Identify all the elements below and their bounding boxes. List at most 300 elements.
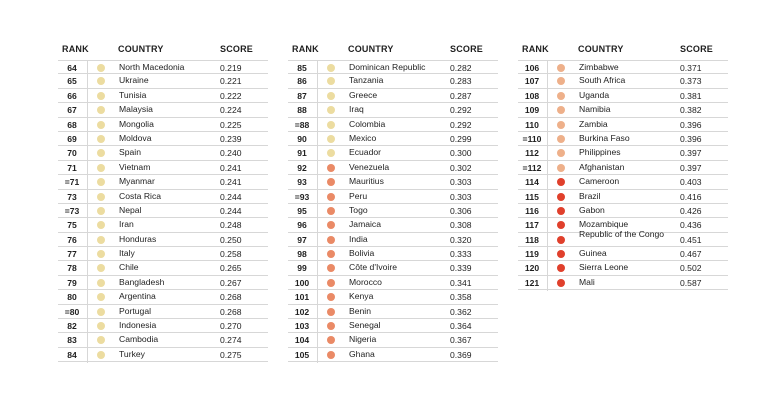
table-row <box>288 74 498 88</box>
country-cell: South Africa <box>579 75 626 86</box>
ranking-column-2 <box>288 40 498 362</box>
table-row <box>288 60 498 74</box>
rank-cell: 91 <box>297 148 307 159</box>
table-row <box>58 74 268 88</box>
score-cell: 0.426 <box>680 205 702 216</box>
score-category-dot <box>97 193 105 201</box>
score-category-dot <box>327 178 335 186</box>
rank-cell: 69 <box>67 133 77 144</box>
country-cell: Burkina Faso <box>579 132 630 143</box>
country-cell: Tanzania <box>349 75 384 86</box>
score-cell: 0.467 <box>680 249 702 260</box>
score-category-dot <box>97 207 105 215</box>
score-cell: 0.341 <box>450 277 472 288</box>
score-cell: 0.397 <box>680 148 702 159</box>
country-cell: North Macedonia <box>119 62 185 72</box>
rank-cell: 64 <box>67 63 77 73</box>
rank-cell: 82 <box>67 321 77 332</box>
score-cell: 0.287 <box>450 90 472 101</box>
table-row <box>58 118 268 132</box>
country-cell: Namibia <box>579 104 611 115</box>
country-cell: Spain <box>119 147 141 158</box>
score-cell: 0.222 <box>220 90 242 101</box>
table-row <box>58 261 268 275</box>
score-category-dot <box>327 164 335 172</box>
country-cell: Colombia <box>349 118 386 129</box>
score-cell: 0.403 <box>680 177 702 188</box>
score-cell: 0.258 <box>220 249 242 260</box>
rank-cell: 117 <box>525 220 539 231</box>
table-row <box>58 305 268 319</box>
country-cell: Côte d'Ivoire <box>349 262 397 273</box>
score-category-dot <box>97 293 105 301</box>
rank-cell: 99 <box>297 263 307 274</box>
rank-cell: 78 <box>67 263 77 274</box>
score-category-dot <box>327 250 335 258</box>
score-cell: 0.248 <box>220 220 242 231</box>
country-cell: Cambodia <box>119 334 159 345</box>
score-cell: 0.221 <box>220 76 242 87</box>
rank-cell: =73 <box>64 205 80 216</box>
score-category-dot <box>327 207 335 215</box>
score-cell: 0.306 <box>450 205 472 216</box>
score-category-dot <box>97 164 105 172</box>
table-row <box>288 233 498 247</box>
country-cell: Indonesia <box>119 320 157 331</box>
table-row <box>288 89 498 103</box>
score-category-dot <box>557 207 565 215</box>
rank-cell: 67 <box>67 105 77 116</box>
table-row <box>518 261 728 275</box>
score-category-dot <box>327 92 335 100</box>
score-cell: 0.250 <box>220 234 242 245</box>
score-category-dot <box>327 121 335 129</box>
score-cell: 0.308 <box>450 220 472 231</box>
score-cell: 0.333 <box>450 249 472 260</box>
score-category-dot <box>97 236 105 244</box>
table-row <box>288 276 498 290</box>
score-category-dot <box>97 221 105 229</box>
score-cell: 0.265 <box>220 263 242 274</box>
country-cell: Bangladesh <box>119 276 165 287</box>
column-divider <box>87 61 88 363</box>
country-cell: India <box>349 233 368 244</box>
country-cell: Brazil <box>579 190 601 201</box>
score-cell: 0.299 <box>450 133 472 144</box>
rank-cell: 84 <box>67 349 77 360</box>
country-cell: Uganda <box>579 89 610 100</box>
score-category-dot <box>557 236 565 244</box>
score-cell: 0.397 <box>680 162 702 173</box>
rank-cell: 110 <box>525 119 539 130</box>
score-category-dot <box>327 264 335 272</box>
table-row <box>288 190 498 204</box>
country-cell: Ecuador <box>349 147 382 158</box>
score-cell: 0.270 <box>220 321 242 332</box>
score-category-dot <box>557 106 565 114</box>
table-row <box>58 204 268 218</box>
score-category-dot <box>557 121 565 129</box>
rank-header: RANK <box>522 44 549 54</box>
score-category-dot <box>327 236 335 244</box>
table-header <box>288 40 498 60</box>
score-cell: 0.451 <box>680 234 702 245</box>
score-cell: 0.587 <box>680 277 702 288</box>
score-cell: 0.219 <box>220 63 242 73</box>
country-cell: Vietnam <box>119 161 151 172</box>
score-category-dot <box>97 351 105 359</box>
country-cell: Greece <box>349 89 378 100</box>
country-header: COUNTRY <box>348 44 394 54</box>
table-row <box>518 118 728 132</box>
rank-cell: 95 <box>297 205 307 216</box>
table-header <box>518 40 728 60</box>
score-cell: 0.241 <box>220 162 242 173</box>
table-row <box>518 103 728 117</box>
score-category-dot <box>557 178 565 186</box>
score-cell: 0.282 <box>450 63 472 73</box>
rank-cell: 88 <box>297 105 307 116</box>
rank-cell: 102 <box>294 306 310 317</box>
table-row <box>288 290 498 304</box>
score-cell: 0.373 <box>680 76 702 87</box>
country-cell: Togo <box>349 204 368 215</box>
table-row <box>288 161 498 175</box>
score-cell: 0.268 <box>220 292 242 303</box>
rank-cell: 112 <box>525 148 539 159</box>
country-cell: Peru <box>349 190 368 201</box>
table-row <box>58 161 268 175</box>
score-cell: 0.396 <box>680 133 702 144</box>
score-cell: 0.362 <box>450 306 472 317</box>
table-row <box>518 276 728 290</box>
score-cell: 0.292 <box>450 105 472 116</box>
table-row <box>58 103 268 117</box>
score-category-dot <box>327 77 335 85</box>
rank-cell: 98 <box>297 249 307 260</box>
table-row <box>288 218 498 232</box>
table-row <box>518 89 728 103</box>
score-cell: 0.371 <box>680 63 702 73</box>
score-cell: 0.302 <box>450 162 472 173</box>
rank-header: RANK <box>292 44 319 54</box>
score-category-dot <box>97 264 105 272</box>
rank-cell: 108 <box>524 90 540 101</box>
ranking-column-3 <box>518 40 728 290</box>
rank-cell: 93 <box>297 177 307 188</box>
country-cell: Kenya <box>349 291 374 302</box>
country-cell: Mozambique <box>579 219 629 230</box>
country-cell: Venezuela <box>349 161 390 172</box>
table-row <box>288 261 498 275</box>
rank-cell: 118 <box>525 234 539 245</box>
country-cell: Afghanistan <box>579 161 625 172</box>
country-cell: Honduras <box>119 233 157 244</box>
rank-cell: 120 <box>524 263 540 274</box>
table-row <box>518 228 728 247</box>
table-header <box>58 40 268 60</box>
score-cell: 0.224 <box>220 105 242 116</box>
rank-cell: 68 <box>67 119 77 130</box>
country-cell: Costa Rica <box>119 190 162 201</box>
score-category-dot <box>97 149 105 157</box>
table-row <box>288 333 498 347</box>
score-category-dot <box>97 250 105 258</box>
table-row <box>58 319 268 333</box>
score-category-dot <box>97 336 105 344</box>
ranking-rows <box>518 60 728 290</box>
rank-cell: 92 <box>297 162 307 173</box>
country-cell: Senegal <box>349 320 381 331</box>
country-cell: Zimbabwe <box>579 62 619 72</box>
score-category-dot <box>557 135 565 143</box>
score-cell: 0.339 <box>450 263 472 274</box>
country-cell: Bolivia <box>349 248 375 259</box>
score-cell: 0.381 <box>680 90 702 101</box>
rank-cell: 105 <box>294 349 310 360</box>
table-row <box>288 132 498 146</box>
country-cell: Portugal <box>119 305 152 316</box>
table-row <box>288 319 498 333</box>
rank-cell: 114 <box>525 177 539 188</box>
table-row <box>288 247 498 261</box>
ranking-rows <box>58 60 268 362</box>
score-category-dot <box>97 64 105 72</box>
country-cell: Guinea <box>579 248 607 259</box>
table-row <box>58 348 268 362</box>
table-row <box>518 132 728 146</box>
score-cell: 0.502 <box>680 263 702 274</box>
score-cell: 0.225 <box>220 119 242 130</box>
country-cell: Mauritius <box>349 176 384 187</box>
score-category-dot <box>327 193 335 201</box>
score-category-dot <box>327 322 335 330</box>
rank-cell: =110 <box>522 133 542 144</box>
score-category-dot <box>557 221 565 229</box>
table-row <box>58 247 268 261</box>
table-row <box>518 175 728 189</box>
country-cell: Ghana <box>349 348 375 359</box>
country-cell: Argentina <box>119 291 156 302</box>
table-row <box>58 333 268 347</box>
rank-cell: =88 <box>294 119 310 130</box>
rank-cell: 70 <box>67 148 77 159</box>
score-category-dot <box>327 279 335 287</box>
rank-cell: 71 <box>67 162 77 173</box>
country-cell: Iran <box>119 219 134 230</box>
rank-cell: =93 <box>294 191 310 202</box>
score-category-dot <box>97 77 105 85</box>
country-cell: Iraq <box>349 104 364 115</box>
score-category-dot <box>327 308 335 316</box>
score-cell: 0.283 <box>450 76 472 87</box>
table-row <box>58 175 268 189</box>
score-category-dot <box>557 92 565 100</box>
score-cell: 0.292 <box>450 119 472 130</box>
country-cell: Turkey <box>119 348 145 359</box>
rank-cell: 101 <box>294 292 310 303</box>
rank-cell: 116 <box>525 205 539 216</box>
country-cell: Gabon <box>579 204 605 215</box>
rank-cell: 66 <box>67 90 77 101</box>
country-header: COUNTRY <box>578 44 624 54</box>
country-cell: Morocco <box>349 276 382 287</box>
rank-cell: 103 <box>294 321 310 332</box>
rank-cell: 76 <box>67 234 77 245</box>
score-category-dot <box>97 308 105 316</box>
score-category-dot <box>557 193 565 201</box>
table-row <box>58 218 268 232</box>
rank-cell: =80 <box>64 306 80 317</box>
rank-cell: 96 <box>297 220 307 231</box>
score-category-dot <box>557 164 565 172</box>
country-cell: Mali <box>579 276 595 287</box>
score-category-dot <box>327 149 335 157</box>
rank-cell: 104 <box>294 335 310 346</box>
rank-cell: 107 <box>524 76 540 87</box>
country-cell: Zambia <box>579 118 608 129</box>
table-row <box>58 132 268 146</box>
table-row <box>58 89 268 103</box>
country-cell: Mexico <box>349 132 377 143</box>
table-row <box>518 146 728 160</box>
score-cell: 0.240 <box>220 148 242 159</box>
column-divider <box>317 61 318 363</box>
rank-cell: 90 <box>297 133 307 144</box>
country-cell: Sierra Leone <box>579 262 629 273</box>
rank-cell: 79 <box>67 277 77 288</box>
rank-cell: 97 <box>297 234 307 245</box>
score-cell: 0.382 <box>680 105 702 116</box>
score-category-dot <box>557 264 565 272</box>
rank-cell: 85 <box>297 63 307 73</box>
score-cell: 0.275 <box>220 349 242 360</box>
table-row <box>288 305 498 319</box>
score-category-dot <box>327 336 335 344</box>
table-row <box>58 276 268 290</box>
score-category-dot <box>97 121 105 129</box>
score-header: SCORE <box>450 44 484 54</box>
score-category-dot <box>327 351 335 359</box>
score-cell: 0.396 <box>680 119 702 130</box>
country-cell: Philippines <box>579 147 621 158</box>
country-cell: Ukraine <box>119 75 149 86</box>
score-cell: 0.303 <box>450 177 472 188</box>
country-cell: Benin <box>349 305 371 316</box>
country-cell: Jamaica <box>349 219 381 230</box>
rank-cell: 119 <box>525 249 539 260</box>
rank-cell: 75 <box>67 220 77 231</box>
table-row <box>518 60 728 74</box>
table-row <box>518 74 728 88</box>
score-cell: 0.416 <box>680 191 702 202</box>
rank-cell: 100 <box>294 277 310 288</box>
table-row <box>58 190 268 204</box>
table-row <box>58 146 268 160</box>
score-cell: 0.367 <box>450 335 472 346</box>
ranking-rows <box>288 60 498 362</box>
score-category-dot <box>327 135 335 143</box>
score-cell: 0.267 <box>220 277 242 288</box>
rank-header: RANK <box>62 44 89 54</box>
country-header: COUNTRY <box>118 44 164 54</box>
country-cell: Myanmar <box>119 176 155 187</box>
rank-cell: 106 <box>524 63 540 73</box>
country-cell: Chile <box>119 262 139 273</box>
score-category-dot <box>557 279 565 287</box>
table-row <box>288 103 498 117</box>
score-category-dot <box>97 322 105 330</box>
score-category-dot <box>557 149 565 157</box>
score-category-dot <box>97 178 105 186</box>
score-cell: 0.239 <box>220 133 242 144</box>
score-cell: 0.300 <box>450 148 472 159</box>
score-header: SCORE <box>220 44 254 54</box>
score-header: SCORE <box>680 44 714 54</box>
score-category-dot <box>97 279 105 287</box>
score-category-dot <box>327 221 335 229</box>
table-row <box>58 290 268 304</box>
table-row <box>288 204 498 218</box>
score-category-dot <box>97 106 105 114</box>
score-cell: 0.244 <box>220 191 242 202</box>
rank-cell: =71 <box>64 177 80 188</box>
country-cell: Malaysia <box>119 104 153 115</box>
score-category-dot <box>97 92 105 100</box>
rank-cell: 86 <box>297 76 307 87</box>
score-category-dot <box>327 64 335 72</box>
table-row <box>518 204 728 218</box>
country-cell: Nigeria <box>349 334 377 345</box>
score-cell: 0.320 <box>450 234 472 245</box>
table-row <box>518 190 728 204</box>
ranking-column-1 <box>58 40 268 362</box>
country-cell: Nepal <box>119 204 142 215</box>
country-cell: Mongolia <box>119 118 154 129</box>
rank-cell: 87 <box>297 90 307 101</box>
score-category-dot <box>557 250 565 258</box>
table-row <box>518 247 728 261</box>
rank-cell: 109 <box>524 105 540 116</box>
table-row <box>288 348 498 362</box>
table-row <box>518 161 728 175</box>
country-cell: Italy <box>119 248 135 259</box>
country-cell: Cameroon <box>579 176 620 187</box>
score-cell: 0.369 <box>450 349 472 360</box>
rank-cell: 80 <box>67 292 77 303</box>
rank-cell: 77 <box>67 249 77 260</box>
table-row <box>288 118 498 132</box>
score-cell: 0.436 <box>680 220 702 231</box>
country-cell: Moldova <box>119 132 152 143</box>
rank-cell: 121 <box>524 277 540 288</box>
table-row <box>58 60 268 74</box>
score-cell: 0.364 <box>450 321 472 332</box>
score-category-dot <box>327 106 335 114</box>
rank-cell: =112 <box>522 162 542 173</box>
table-row <box>58 233 268 247</box>
score-category-dot <box>557 64 565 72</box>
rank-cell: 65 <box>67 76 77 87</box>
score-cell: 0.274 <box>220 335 242 346</box>
score-cell: 0.268 <box>220 306 242 317</box>
score-cell: 0.241 <box>220 177 242 188</box>
country-cell: Dominican Republic <box>349 62 426 72</box>
rank-cell: 115 <box>525 191 539 202</box>
country-cell: Tunisia <box>119 89 147 100</box>
score-cell: 0.244 <box>220 205 242 216</box>
rank-cell: 73 <box>67 191 77 202</box>
